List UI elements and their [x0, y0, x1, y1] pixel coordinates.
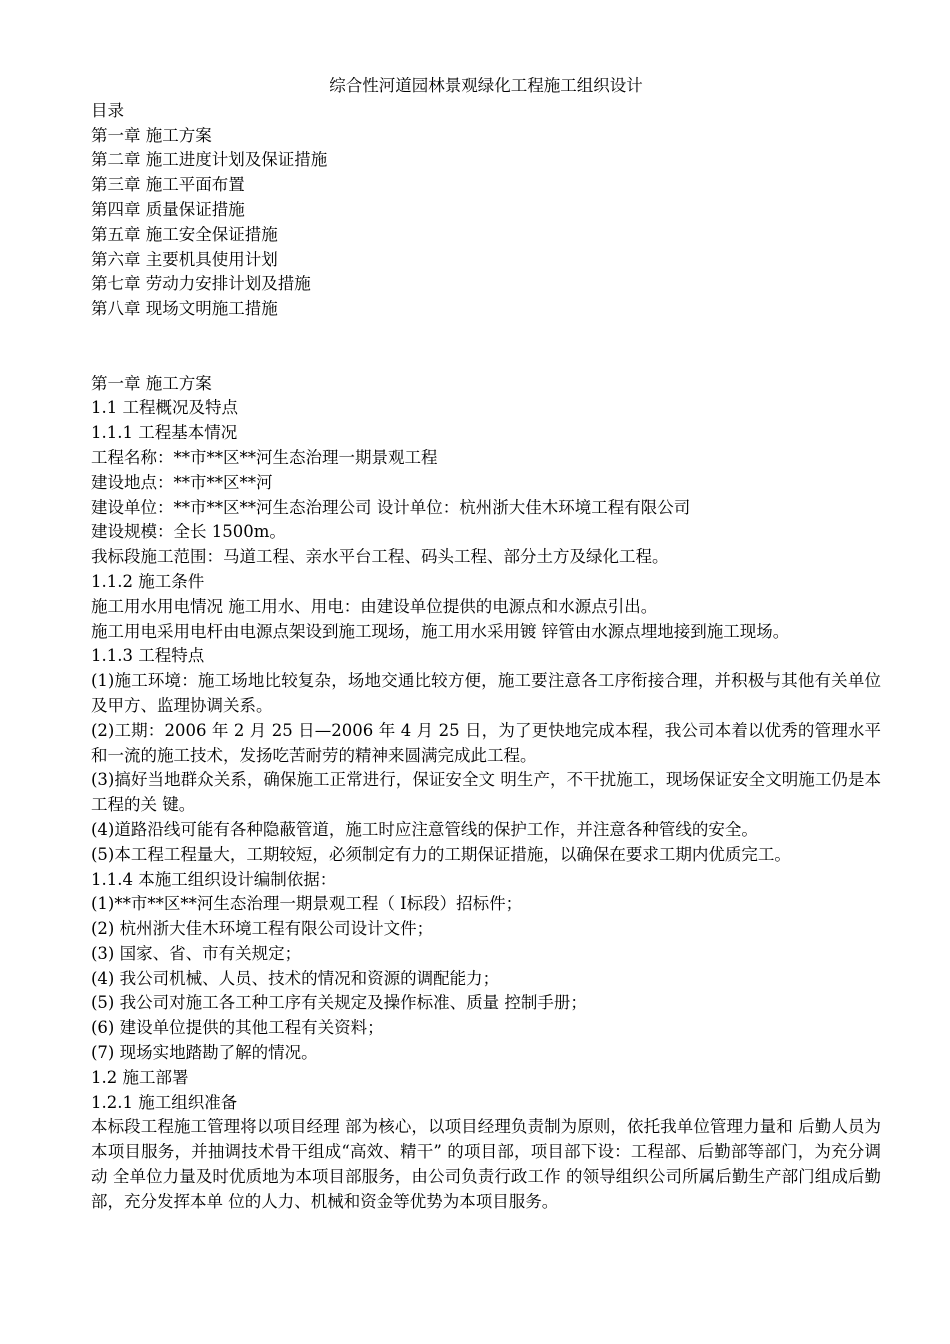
- project-scale: 建设规模：全长 1500m。: [91, 522, 286, 542]
- basis-item: (3) 国家、省、市有关规定；: [91, 943, 302, 963]
- basis-item: (5) 我公司对施工各工种工序有关规定及操作标准、质量 控制手册；: [91, 993, 587, 1013]
- feature-item: (4)道路沿线可能有各种隐蔽管道，施工时应注意管线的保护工作，并注意各种管线的安全。: [91, 819, 758, 839]
- basis-item: (4) 我公司机械、人员、技术的情况和资源的调配能力；: [91, 968, 500, 988]
- toc-item: 第五章 施工安全保证措施: [91, 224, 278, 244]
- toc-item: 第二章 施工进度计划及保证措施: [91, 150, 328, 170]
- feature-item: (2)工期：2006 年 2 月 25 日—2006 年 4 月 25 日，为了更快地完成本程，我公司本着以优秀的管理水平和一流的施工技术，发扬吃苦耐劳的精神来圆满完成此工程。: [91, 720, 881, 765]
- project-scope: 我标段施工范围：马道工程、亲水平台工程、码头工程、部分土方及绿化工程。: [91, 547, 669, 567]
- basis-item: (7) 现场实地踏勘了解的情况。: [91, 1043, 318, 1063]
- toc-item: 第七章 劳动力安排计划及措施: [91, 274, 311, 294]
- toc-heading: 目录: [91, 100, 124, 120]
- section-heading: 1.1 工程概况及特点: [91, 398, 238, 418]
- toc-item: 第四章 质量保证措施: [91, 199, 245, 219]
- basis-item: (6) 建设单位提供的其他工程有关资料；: [91, 1018, 384, 1038]
- project-units: 建设单位：**市**区**河生态治理公司 设计单位：杭州浙大佳木环境工程有限公司: [91, 497, 691, 517]
- document-page: [91, 74, 881, 1215]
- toc-item: 第三章 施工平面布置: [91, 175, 245, 195]
- subsection-heading: 1.2.1 施工组织准备: [91, 1092, 238, 1112]
- section-gap: [91, 322, 881, 372]
- subsection-heading: 1.1.2 施工条件: [91, 571, 205, 591]
- subsection-heading: 1.1.3 工程特点: [91, 646, 205, 666]
- basis-item: (2) 杭州浙大佳木环境工程有限公司设计文件；: [91, 919, 434, 939]
- feature-item: (3)搞好当地群众关系，确保施工正常进行，保证安全文 明生产，不干扰施工，现场保证安全文明施工仍是本工程的关 键。: [91, 770, 881, 815]
- section-heading: 1.2 施工部署: [91, 1067, 189, 1087]
- chapter-heading: 第一章 施工方案: [91, 373, 212, 393]
- condition-text: 施工用电采用电杆由电源点架设到施工现场，施工用水采用镀 锌管由水源点埋地接到施工现场。: [91, 621, 790, 641]
- basis-item: (1)**市**区**河生态治理一期景观工程（ Ⅰ标段）招标件；: [91, 894, 523, 914]
- feature-item: (1)施工环境：施工场地比较复杂，场地交通比较方便，施工要注意各工序衔接合理，并积极与其他有关单位及甲方、监理协调关系。: [91, 671, 881, 715]
- project-name: 工程名称：**市**区**河生态治理一期景观工程: [91, 447, 438, 467]
- project-location: 建设地点：**市**区**河: [91, 472, 273, 492]
- toc-item: 第一章 施工方案: [91, 125, 212, 145]
- subsection-heading: 1.1.4 本施工组织设计编制依据：: [91, 869, 337, 889]
- toc-item: 第八章 现场文明施工措施: [91, 299, 278, 319]
- condition-text: 施工用水用电情况 施工用水、用电：由建设单位提供的电源点和水源点引出。: [91, 596, 658, 616]
- organization-paragraph: 本标段工程施工管理将以项目经理 部为核心，以项目经理负责制为原则，依托我单位管理力量和 后勤人员为本项目服务，并抽调技术骨干组成“高效、精干” 的项目部，项目部下设：工程部、后勤部等部门，为充分调动 全单位力量及时优质地为本项目部服务，由公司负责行政工作 的领导组织公司所属后勤生产部门组成后勤部，充分发挥本单 位的人力、机械和资金等优势为本项目服务。: [91, 1117, 881, 1211]
- feature-item: (5)本工程工程量大，工期较短，必须制定有力的工期保证措施，以确保在要求工期内优质完工。: [91, 844, 791, 864]
- toc-item: 第六章 主要机具使用计划: [91, 249, 278, 269]
- subsection-heading: 1.1.1 工程基本情况: [91, 423, 238, 443]
- document-title: 综合性河道园林景观绿化工程施工组织设计: [329, 76, 643, 95]
